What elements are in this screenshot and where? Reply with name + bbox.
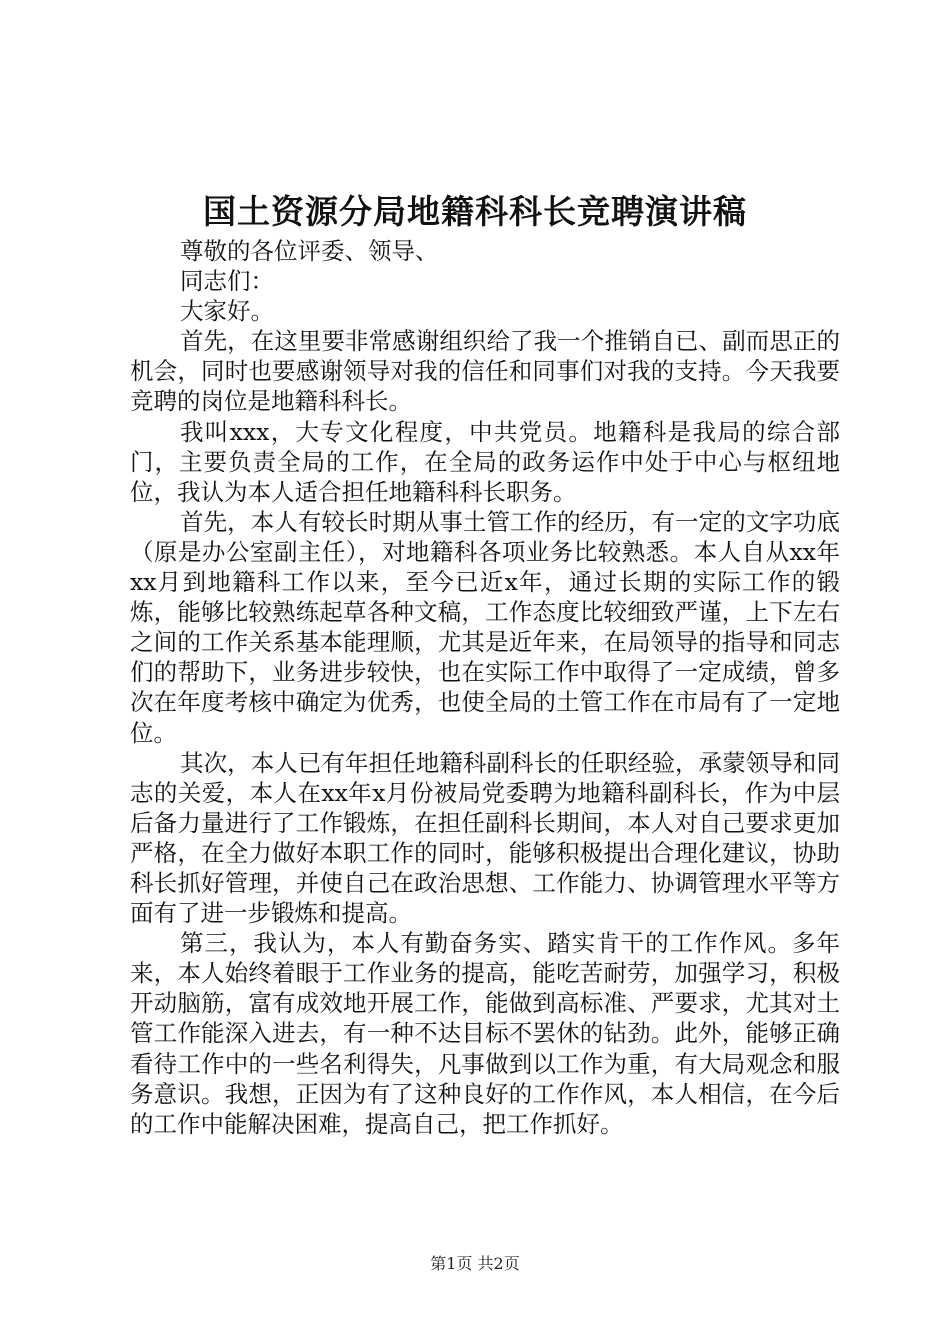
paragraph: 我叫xxx，大专文化程度，中共党员。地籍科是我局的综合部门，主要负责全局的工作，在全局的政务运作中处于中心与枢纽地位，我认为本人适合担任地籍科科长职务。 [130, 417, 840, 506]
paragraph: 首先，本人有较长时期从事土管工作的经历，有一定的文字功底（原是办公室副主任），对地籍科各项业务比较熟悉。本人自从xx年xx月到地籍科工作以来，至今已近x年，通过长期的实际工作的锻炼，能够比较熟练起草各种文稿，工作态度比较细致严谨，上下左右之间的工作关系基本能理顺，尤其是近年来，在局领导的指导和同志们的帮助下，业务进步较快，也在实际工作中取得了一定成绩，曾多次在年度考核中确定为优秀，也使全局的土管工作在市局有了一定地位。 [130, 507, 840, 747]
document-title: 国土资源分局地籍科科长竞聘演讲稿 [203, 192, 747, 231]
page-number: 第1页 共2页 [430, 1254, 520, 1273]
salutation-line: 同志们： [180, 267, 274, 296]
greeting-line: 大家好。 [180, 297, 274, 326]
paragraph: 其次，本人已有年担任地籍科副科长的任职经验，承蒙领导和同志的关爱，本人在xx年x月份被局党委聘为地籍科副科长，作为中层后备力量进行了工作锻炼，在担任副科长期间，本人对自己要求更加严格，在全力做好本职工作的同时，能够积极提出合理化建议，协助科长抓好管理，并使自己在政治思想、工作能力、协调管理水平等方面有了进一步锻炼和提高。 [130, 748, 840, 928]
salutation-line: 尊敬的各位评委、领导、 [180, 237, 439, 265]
document-body [130, 236, 840, 1139]
paragraph: 第三，我认为，本人有勤奋务实、踏实肯干的工作作风。多年来，本人始终着眼于工作业务的提高，能吃苦耐劳，加强学习，积极开动脑筋，富有成效地开展工作，能做到高标准、严要求，尤其对土管工作能深入进去，有一种不达目标不罢休的钻劲。此外，能够正确看待工作中的一些名利得失，凡事做到以工作为重，有大局观念和服务意识。我想，正因为有了这种良好的工作作风，本人相信，在今后的工作中能解决困难，提高自己，把工作抓好。 [130, 929, 840, 1138]
paragraph: 首先，在这里要非常感谢组织给了我一个推销自已、副而思正的机会，同时也要感谢领导对我的信任和同事们对我的支持。今天我要竞聘的岗位是地籍科科长。 [130, 327, 840, 416]
